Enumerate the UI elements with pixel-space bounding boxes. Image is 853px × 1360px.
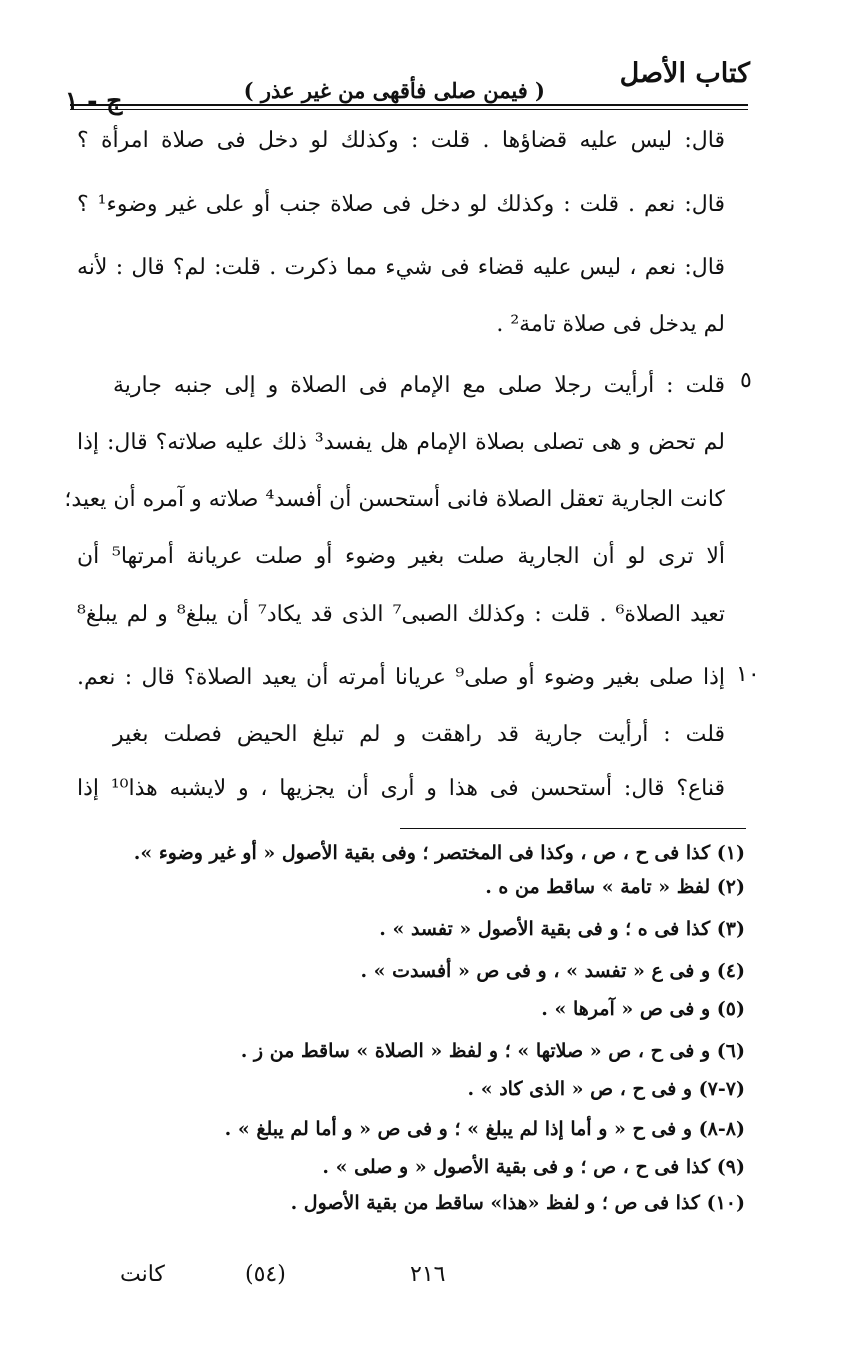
signature-mark: (٥٤) [245, 1262, 286, 1287]
text-line: قال: نعم ، ليس عليه قضاء فى شيء مما ذكرت . قلت: لم؟ قال : لأنه [77, 255, 725, 280]
text-line: قال: ليس عليه قضاؤها . قلت : وكذلك لو دخل فى صلاة امرأة ؟ [77, 128, 725, 153]
book-title: كتاب الأصل [619, 58, 750, 89]
footnote: (١) كذا فى ح ، ص ، وكذا فى المختصر ؛ وفى بقية الأصول « أو غير وضوء ». [133, 842, 745, 864]
text-line: لم تحض و هى تصلى بصلاة الإمام هل يفسد³ ذلك عليه صلاته؟ قال: إذا [77, 430, 726, 455]
volume-number: ج - ١ [65, 86, 123, 115]
footnote: (٩) كذا فى ح ، ص ؛ و فى بقية الأصول « و صلى » . [322, 1156, 745, 1178]
footnote: (١٠) كذا فى ص ؛ و لفظ «هذا» ساقط من بقية الأصول . [290, 1192, 745, 1214]
chapter-title: ( فيمن صلى فأقهى من غير عذر ) [243, 78, 545, 103]
footnote: (٤) و فى ع « تفسد » ، و فى ص « أفسدت » . [360, 960, 745, 982]
text-line: إذا صلى بغير وضوء أو صلى⁹ عريانا أمرته أن يعيد الصلاة؟ قال : نعم. [77, 665, 726, 690]
footnote: (٢) لفظ « تامة » ساقط من ه . [485, 876, 745, 898]
footnote: (٨-٨) و فى ح « و أما إذا لم يبلغ » ؛ و فى ص « و أما لم يبلغ » . [224, 1118, 745, 1140]
footnote: (٣) كذا فى ه ؛ و فى بقية الأصول « تفسد » . [379, 918, 745, 940]
text-line: تعيد الصلاة⁶ . قلت : وكذلك الصبى⁷ الذى قد يكاد⁷ أن يبلغ⁸ و لم يبلغ⁸ [77, 602, 726, 627]
header-rule-thin [70, 109, 748, 110]
footnote: (٦) و فى ح ، ص « صلاتها » ؛ و لفظ « الصلاة » ساقط من ز . [240, 1040, 745, 1062]
page-number: ٢١٦ [410, 1262, 446, 1287]
text-line: قلت : أرأيت جارية قد راهقت و لم تبلغ الحيض فصلت بغير [113, 722, 725, 747]
catchword: كانت [120, 1262, 165, 1287]
text-line: ألا ترى لو أن الجارية صلت بغير وضوء أو صلت عريانة أمرتها⁵ أن [77, 544, 725, 569]
footnote: (٥) و فى ص « آمرها » . [541, 998, 745, 1020]
footnote: (٧-٧) و فى ح ، ص « الذى كاد » . [467, 1078, 745, 1100]
text-line: كانت الجارية تعقل الصلاة فانى أستحسن أن أفسد⁴ صلاته و آمره أن يعيد؛ [64, 487, 725, 512]
footnote-separator [400, 828, 746, 829]
line-number-margin: ٥ [740, 368, 752, 393]
running-header [40, 58, 750, 115]
line-number-margin: ١٠ [736, 662, 760, 687]
text-line: لم يدخل فى صلاة تامة² . [496, 312, 725, 337]
text-line: قناع؟ قال: أستحسن فى هذا و أرى أن يجزيها ، و لايشبه هذا¹⁰ إذا [77, 776, 725, 801]
text-line: قال: نعم . قلت : وكذلك لو دخل فى صلاة جنب أو على غير وضوء¹ ؟ [77, 192, 726, 217]
text-line: قلت : أرأيت رجلا صلى مع الإمام فى الصلاة و إلى جنبه جارية [113, 373, 725, 398]
header-rule-thick [70, 104, 748, 106]
